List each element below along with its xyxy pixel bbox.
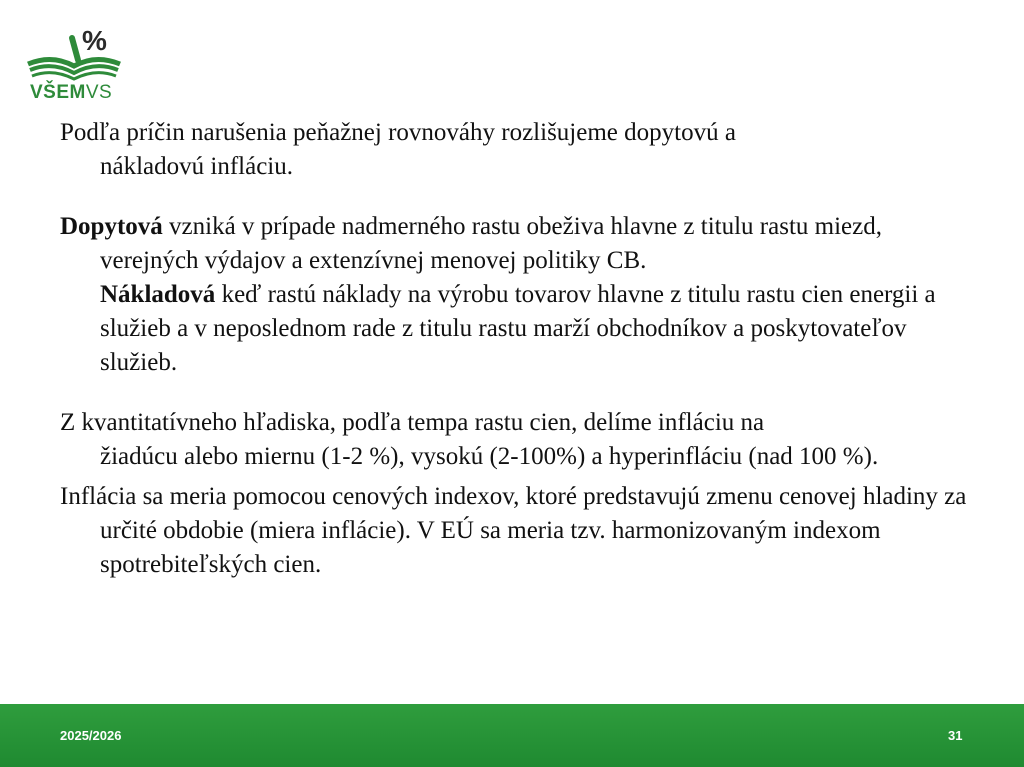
paragraph-quantitative: Z kvantitatívneho hľadiska, podľa tempa rastu cien, delíme infláciu na žiadúcu alebo miernu (1-2 %), vysokú (2-100%) a hyperinfláciu (nad 100 %). xyxy=(60,409,879,470)
paragraph-demand-inflation: Dopytová vzniká v prípade nadmerného rastu obeživa hlavne z titulu rastu miezd, verejných výdajov a extenzívnej menovej politiky CB. Nákladová keď rastú náklady na výrobu tovarov hlavne z titulu rastu cien energii a služieb a v neposlednom rade z titulu rastu marží obchodníkov a poskytovateľov služieb. xyxy=(60,213,936,376)
logo-text: VŠEMVS xyxy=(30,82,113,103)
term-cost: Nákladová xyxy=(100,281,216,308)
percent-symbol: % xyxy=(82,25,107,56)
footer-bar xyxy=(0,704,1024,767)
slide-content xyxy=(60,116,980,582)
footer-date: 2025/2026 xyxy=(60,728,122,743)
paragraph-intro: Podľa príčin narušenia peňažnej rovnováhy rozlišujeme dopytovú a nákladovú infláciu. xyxy=(60,119,736,180)
term-demand: Dopytová xyxy=(60,213,163,240)
page-number: 31 xyxy=(948,728,963,743)
book-percent-icon xyxy=(24,24,124,84)
logo xyxy=(24,24,124,104)
paragraph-measurement: Inflácia sa meria pomocou cenových indexov, ktoré predstavujú zmenu cenovej hladiny za určité obdobie (miera inflácie). V EÚ sa meria tzv. harmonizovaným indexom spotrebiteľských cien. xyxy=(60,483,967,578)
